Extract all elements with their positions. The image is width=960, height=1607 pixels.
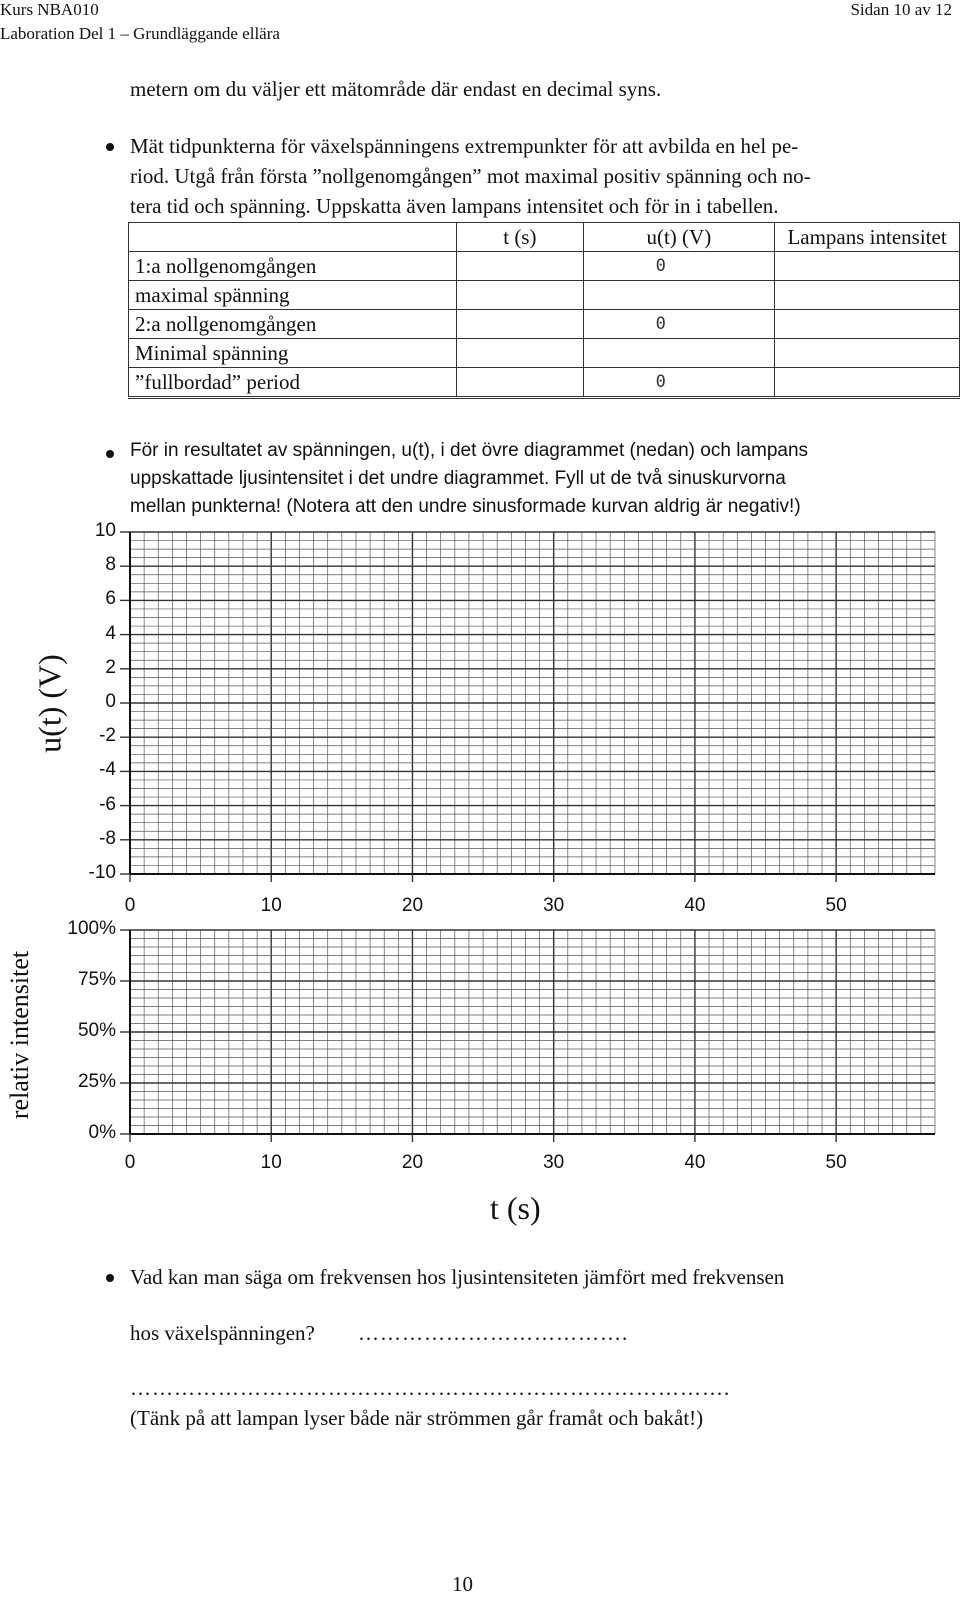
y-tick-label: -2 [99,725,116,747]
bullet1-line1: Mät tidpunkterna för växelspänningens extrempunkter för att avbilda en hel pe- [130,134,799,158]
y-tick-label: 8 [105,554,116,576]
voltage-cell[interactable]: 0 [583,368,775,398]
x-tick-label: 0 [124,895,136,916]
table-header-cell [129,223,457,252]
voltage-cell[interactable] [583,339,775,368]
bullet1-line2: riod. Utgå från första ”nollgenomgången” mot maximal positiv spänning och no- [130,164,811,188]
intensity-cell[interactable] [775,310,960,339]
table-row [129,339,960,368]
row-label: 2:a nollgenomgången [129,310,457,339]
table-header-intensity: Lampans intensitet [775,223,960,252]
hint-text: (Tänk på att lampan lyser både när strömmen går framåt och bakåt!) [130,1406,704,1430]
answer-line[interactable]: ………………………………. [358,1321,629,1345]
bullet2-line1: För in resultatet av spänningen, u(t), i det övre diagrammet (nedan) och lampans [130,440,809,461]
x-tick-label: 30 [543,1152,565,1173]
table-row [129,310,960,339]
row-label: ”fullbordad” period [129,368,457,398]
row-label: maximal spänning [129,281,457,310]
x-tick-label: 30 [543,895,565,916]
voltage-axis-title: u(t) (V) [31,654,68,753]
intensity-cell[interactable] [775,252,960,281]
bullet-dot [106,450,114,458]
bullet3-line2: hos växelspänningen? [130,1321,315,1345]
time-cell[interactable] [457,310,583,339]
y-tick-label: 6 [105,588,116,610]
row-label: 1:a nollgenomgången [129,252,457,281]
voltage-cell[interactable]: 0 [583,252,775,281]
y-tick-label: 4 [105,622,116,644]
intensity-axis-title: relativ intensitet [5,950,34,1120]
table-header-row [129,223,960,252]
table-row [129,281,960,310]
bullet-dot [106,143,114,151]
x-tick-label: 20 [401,1152,424,1173]
bullet2-line2: uppskattade ljusintensitet i det undre diagrammet. Fyll ut de två sinuskurvorna [130,468,786,489]
time-cell[interactable] [457,368,583,398]
y-tick-label: -4 [99,759,116,781]
table-header-voltage: u(t) (V) [583,223,775,252]
row-label: Minimal spänning [129,339,457,368]
bullet-dot [106,1274,114,1282]
x-tick-label: 50 [825,1152,847,1173]
y-tick-label: 0 [105,691,116,712]
x-tick-label: 10 [260,895,282,916]
intensity-cell[interactable] [775,281,960,310]
bullet3-line1: Vad kan man säga om frekvensen hos ljusintensiteten jämfört med frekvensen [130,1265,785,1289]
answer-line[interactable]: ………………………………………………………………………. [130,1376,731,1400]
bullet2-line3: mellan punkterna! (Notera att den undre sinusformade kurvan aldrig är negativ!) [130,496,801,517]
x-tick-label: 10 [260,1152,282,1173]
intro-line: metern om du väljer ett mätområde där endast en decimal syns. [130,77,662,101]
table-row [129,252,960,281]
y-tick-label: 25% [77,1071,116,1092]
y-tick-label: 10 [94,520,116,541]
lab-title: Laboration Del 1 – Grundläggande ellära [0,24,280,43]
page-number: 10 [452,1572,473,1596]
time-axis-title: t (s) [490,1190,541,1226]
y-tick-label: 50% [77,1020,116,1041]
y-tick-label: -6 [99,793,116,815]
course-code: Kurs NBA010 [0,0,99,19]
intensity-cell[interactable] [775,339,960,368]
table-row [129,368,960,398]
intensity-cell[interactable] [775,368,960,398]
y-tick-label: 100% [67,918,116,939]
x-tick-label: 0 [124,1152,136,1173]
y-tick-label: 2 [105,656,116,678]
y-tick-label: -8 [99,827,116,849]
x-tick-label: 40 [684,895,706,916]
voltage-cell[interactable]: 0 [583,310,775,339]
bullet1-line3: tera tid och spänning. Uppskatta även lampans intensitet och för in i tabellen. [130,194,779,218]
page-indicator: Sidan 10 av 12 [850,0,952,19]
x-tick-label: 20 [401,895,424,916]
voltage-cell[interactable] [583,281,775,310]
y-tick-label: -10 [88,862,116,883]
x-tick-label: 40 [684,1152,706,1173]
time-cell[interactable] [457,252,583,281]
measurement-table [128,222,960,399]
time-cell[interactable] [457,281,583,310]
table-header-time: t (s) [457,223,583,252]
y-tick-label: 75% [77,969,116,990]
time-cell[interactable] [457,339,583,368]
x-tick-label: 50 [825,895,847,916]
y-tick-label: 0% [88,1122,116,1143]
